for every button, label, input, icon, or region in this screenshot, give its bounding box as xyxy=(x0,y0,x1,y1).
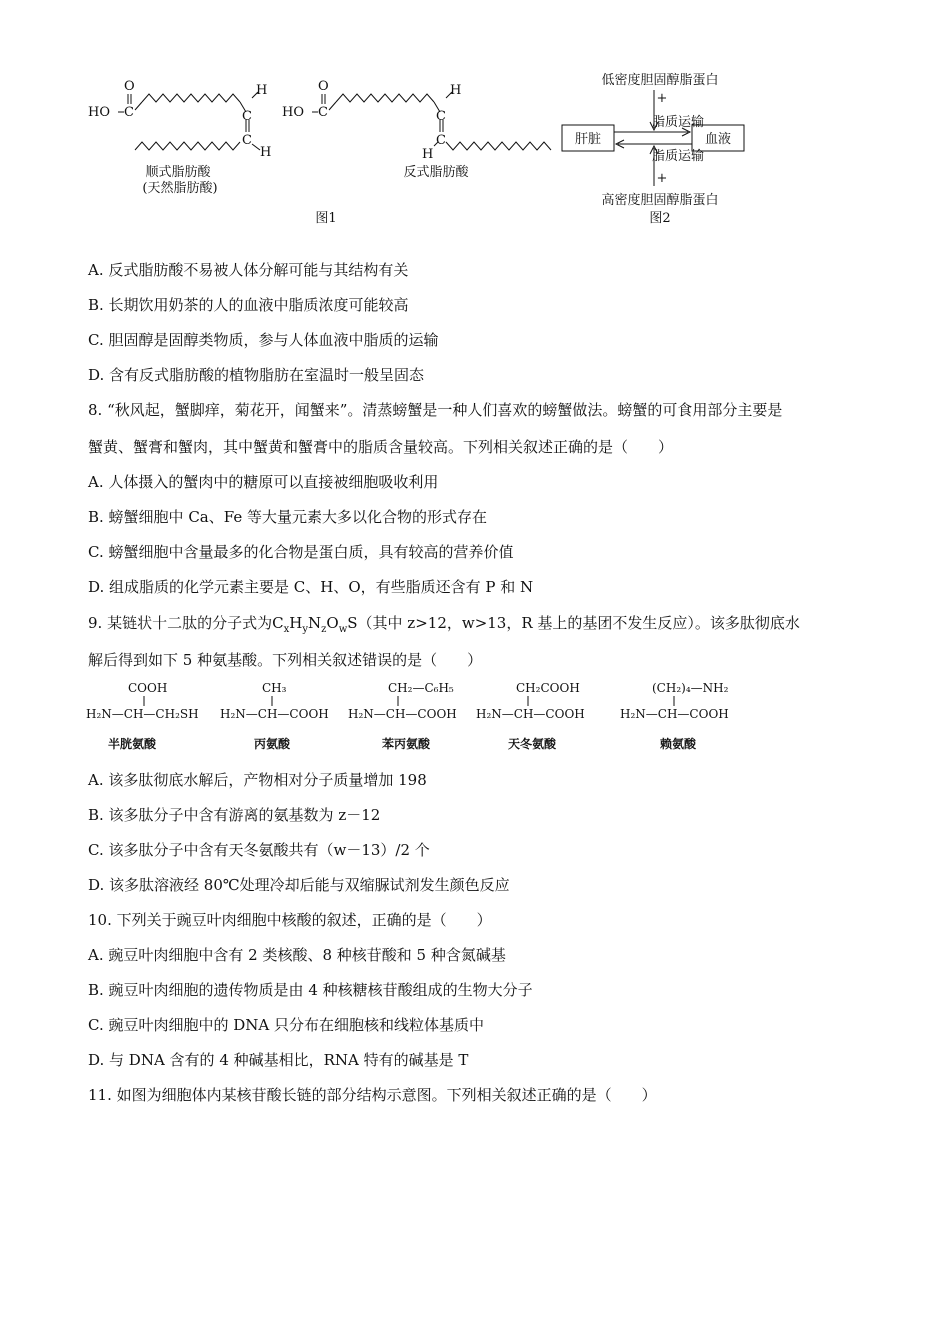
amino-acids-svg xyxy=(86,678,766,758)
formula-y: y xyxy=(302,624,308,635)
q8-option-a: A. 人体摄入的蟹肉中的糖原可以直接被细胞吸收利用 xyxy=(88,473,439,491)
cis-c-upper: C xyxy=(242,109,252,124)
q9-option-b: B. 该多肽分子中含有游离的氨基数为 z－12 xyxy=(88,806,381,824)
trans-ho-group: HO xyxy=(282,105,304,120)
alanine-name: 丙氨酸 xyxy=(254,737,291,751)
cysteine-r-group: COOH xyxy=(128,681,168,695)
q11-stem: 11. 如图为细胞体内某核苷酸长链的部分结构示意图。下列相关叙述正确的是（ ） xyxy=(88,1086,657,1104)
figure-1-caption: 图1 xyxy=(315,211,337,226)
formula-n: N xyxy=(307,614,322,632)
transport-bottom-label: 脂质运输 xyxy=(651,149,705,164)
q9-stem-line1 xyxy=(88,613,800,640)
q8-stem-line2: 蟹黄、蟹膏和蟹肉，其中蟹黄和蟹膏中的脂质含量较高。下列相关叙述正确的是（ ） xyxy=(88,438,674,456)
formula-o: O xyxy=(326,614,339,632)
formula-w: w xyxy=(338,624,348,635)
q10-stem: 10. 下列关于豌豆叶肉细胞中核酸的叙述，正确的是（ ） xyxy=(88,911,492,929)
phenylalanine-r-group: CH₂—C₆H₅ xyxy=(388,681,454,695)
cis-natural-note: (天然脂肪酸) xyxy=(142,181,218,196)
q10-option-d: D. 与 DNA 含有的 4 种碱基相比，RNA 特有的碱基是 T xyxy=(88,1051,469,1069)
formula-x: x xyxy=(283,624,290,635)
q7-option-d: D. 含有反式脂肪酸的植物脂肪在室温时一般呈固态 xyxy=(88,366,425,384)
trans-c-atom: C xyxy=(318,105,328,120)
trans-h-top: H xyxy=(450,83,462,98)
lysine-name: 赖氨酸 xyxy=(660,737,697,751)
cis-c-atom: C xyxy=(124,105,134,120)
lysine-r-group: (CH₂)₄—NH₂ xyxy=(652,681,729,695)
trans-c-upper: C xyxy=(436,109,446,124)
formula-h: H xyxy=(289,614,303,632)
q9-stem-post: （其中 z>12，w>13，R 基上的基团不发生反应）。该多肽彻底水 xyxy=(357,614,800,632)
trans-fatty-acid-label: 反式脂肪酸 xyxy=(403,165,469,180)
q9-option-c: C. 该多肽分子中含有天冬氨酸共有（w－13）/2 个 xyxy=(88,841,430,859)
q9-option-a: A. 该多肽彻底水解后，产物相对分子质量增加 198 xyxy=(88,771,427,789)
alanine-backbone: H₂N—CH—COOH xyxy=(220,707,329,721)
hdl-label: 高密度胆固醇脂蛋白 xyxy=(601,193,719,208)
q9-stem-line2: 解后得到如下 5 种氨基酸。下列相关叙述错误的是（ ） xyxy=(88,651,483,669)
q9-option-d: D. 该多肽溶液经 80℃处理冷却后能与双缩脲试剂发生颜色反应 xyxy=(88,876,510,894)
q10-option-b: B. 豌豆叶肉细胞的遗传物质是由 4 种核糖核苷酸组成的生物大分子 xyxy=(88,981,533,999)
fatty-acid-structures xyxy=(80,72,560,232)
q10-option-a: A. 豌豆叶肉细胞中含有 2 类核酸、8 种核苷酸和 5 种含氮碱基 xyxy=(88,946,506,964)
figure-2 xyxy=(560,70,760,230)
phenylalanine-backbone: H₂N—CH—COOH xyxy=(348,707,457,721)
cis-o-atom: O xyxy=(124,79,135,94)
q10-option-c: C. 豌豆叶肉细胞中的 DNA 只分布在细胞核和线粒体基质中 xyxy=(88,1016,485,1034)
molecular-formula xyxy=(272,614,358,635)
trans-c-lower: C xyxy=(436,133,446,148)
q7-option-b: B. 长期饮用奶茶的人的血液中脂质浓度可能较高 xyxy=(88,296,409,314)
phenylalanine-name: 苯丙氨酸 xyxy=(382,737,431,751)
amino-acid-structures xyxy=(86,678,766,758)
q8-stem-line1: 8. “秋风起，蟹脚痒，菊花开，闻蟹来”。清蒸螃蟹是一种人们喜欢的螃蟹做法。螃蟹的可食用部分主要是 xyxy=(88,401,783,419)
cysteine-name: 半胱氨酸 xyxy=(108,737,157,751)
q8-option-d: D. 组成脂质的化学元素主要是 C、H、O，有些脂质还含有 P 和 N xyxy=(88,578,534,596)
cis-ho-group: HO xyxy=(88,105,110,120)
plus-top: + xyxy=(656,91,668,106)
trans-o-atom: O xyxy=(318,79,329,94)
blood-label: 血液 xyxy=(704,132,732,147)
formula-c: C xyxy=(272,614,284,632)
q9-stem-pre: 9. 某链状十二肽的分子式为 xyxy=(88,614,273,632)
cis-c-lower: C xyxy=(242,133,252,148)
q7-option-c: C. 胆固醇是固醇类物质，参与人体血液中脂质的运输 xyxy=(88,331,439,349)
q7-option-a: A. 反式脂肪酸不易被人体分解可能与其结构有关 xyxy=(88,261,409,279)
alanine-r-group: CH₃ xyxy=(262,681,287,695)
cis-h-bottom: H xyxy=(260,145,272,160)
cis-fatty-acid-label: 顺式脂肪酸 xyxy=(145,165,211,180)
q8-option-c: C. 螃蟹细胞中含量最多的化合物是蛋白质，具有较高的营养价值 xyxy=(88,543,514,561)
liver-label: 肝脏 xyxy=(574,132,602,147)
ldl-label: 低密度胆固醇脂蛋白 xyxy=(601,73,719,88)
cis-h-top: H xyxy=(256,83,268,98)
formula-s: S xyxy=(347,614,358,632)
aspartate-r-group: CH₂COOH xyxy=(516,681,580,695)
lipid-transport-diagram xyxy=(560,70,760,230)
transport-top-label: 脂质运输 xyxy=(651,115,705,130)
lysine-backbone: H₂N—CH—COOH xyxy=(620,707,729,721)
plus-bottom: + xyxy=(656,171,668,186)
figure-1 xyxy=(80,72,560,232)
figure-2-caption: 图2 xyxy=(649,211,671,226)
cysteine-backbone: H₂N—CH—CH₂SH xyxy=(86,707,199,721)
aspartate-name: 天冬氨酸 xyxy=(508,737,557,751)
aspartate-backbone: H₂N—CH—COOH xyxy=(476,707,585,721)
formula-z: z xyxy=(321,624,327,635)
trans-h-bottom: H xyxy=(422,147,434,162)
q8-option-b: B. 螃蟹细胞中 Ca、Fe 等大量元素大多以化合物的形式存在 xyxy=(88,508,487,526)
